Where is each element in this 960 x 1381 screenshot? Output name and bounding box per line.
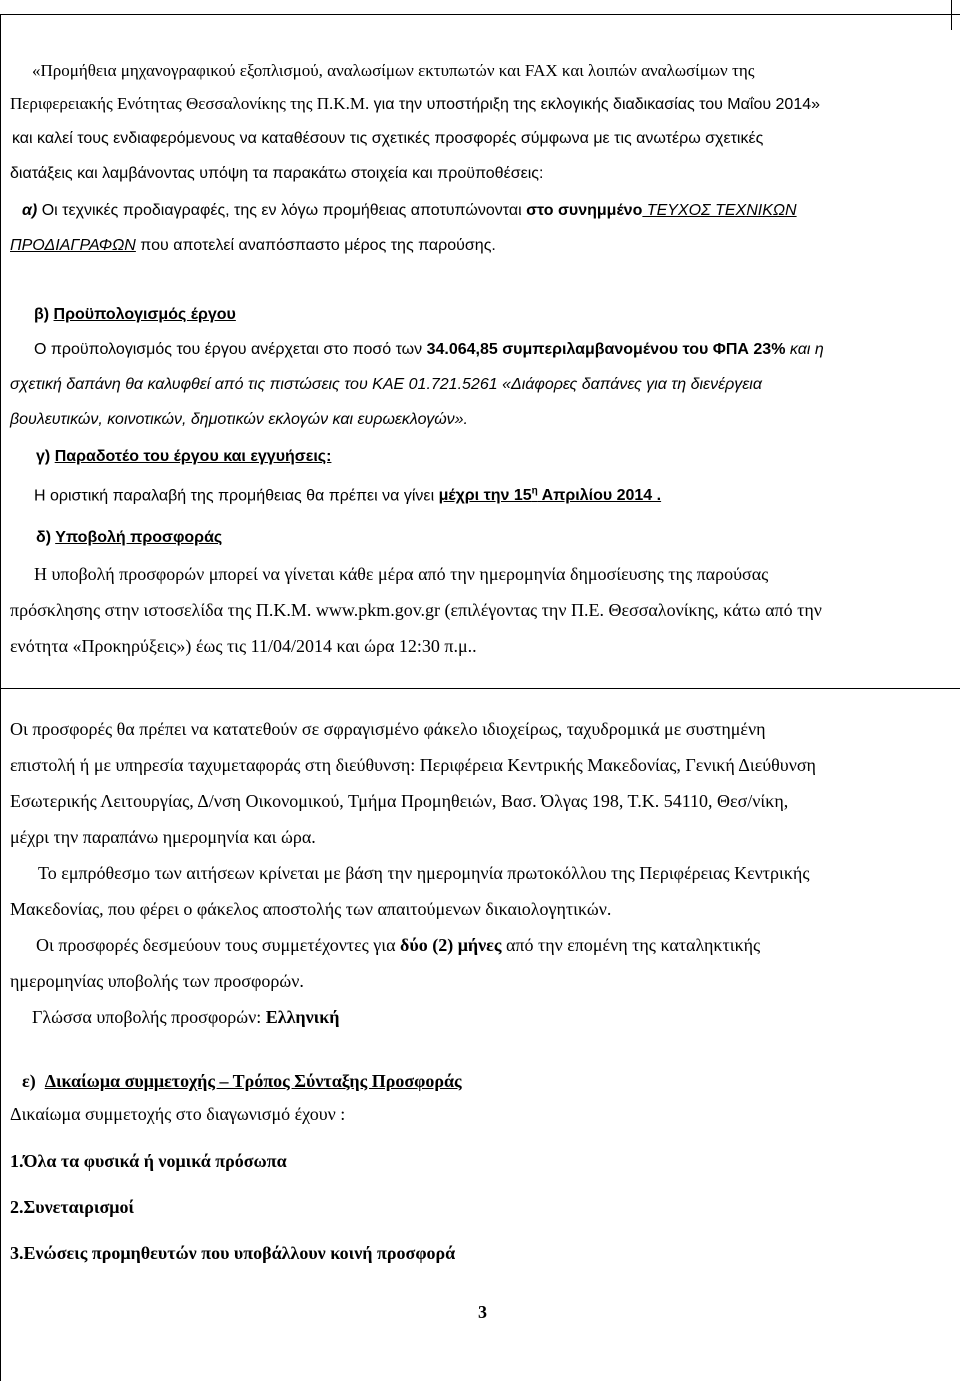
section-a-text-2: που αποτελεί αναπόσπαστο μέρος της παρούσης.	[135, 237, 496, 254]
section-b-label: β)	[34, 306, 50, 323]
section-c-label: γ)	[36, 448, 51, 465]
eligibility-item-1: 1.Όλα τα φυσικά ή νομικά πρόσωπα	[10, 1151, 287, 1171]
submission-line-2: επιστολή ή με υπηρεσία ταχυμεταφοράς στη διεύθυνση: Περιφέρεια Κεντρικής Μακεδονίας, Γενική Διεύθυνση	[10, 755, 816, 775]
submission-line-7c: από την επομένη της καταληκτικής	[501, 935, 761, 955]
page-border-right	[951, 0, 952, 30]
intro-line-2	[10, 94, 820, 115]
page-border-left	[0, 14, 1, 1381]
section-d-line-1: Η υποβολή προσφορών μπορεί να γίνεται κάθε μέρα από την ημερομηνία δημοσίευσης της παρούσας	[34, 564, 769, 584]
section-b-amount: 34.064,85 συμπεριλαμβανομένου του ΦΠΑ 23%	[426, 341, 786, 358]
section-c-deadline	[439, 487, 662, 504]
section-b-text-1: Ο προϋπολογισμός του έργου ανέρχεται στο ποσό των	[34, 341, 427, 358]
section-c-heading	[36, 447, 331, 467]
section-a-bold: στο συνημμένο	[526, 202, 643, 219]
section-a-label: α)	[22, 202, 38, 219]
section-b-line-1	[10, 340, 824, 360]
section-e-intro: Δικαίωμα συμμετοχής στο διαγωνισμό έχουν :	[10, 1104, 346, 1124]
page-number: 3	[478, 1302, 487, 1322]
section-a-attachment-link: ΤΕΥΧΟΣ ΤΕΧΝΙΚΩΝ	[642, 202, 797, 219]
section-e-title: Δικαίωμα συμμετοχής – Τρόπος Σύνταξης Προσφοράς	[44, 1071, 462, 1091]
section-d-title: Υποβολή προσφοράς	[55, 529, 223, 546]
section-a-attachment-link-2: ΠΡΟΔΙΑΓΡΑΦΩΝ	[10, 237, 136, 254]
section-c-deadline-sup: η	[531, 486, 538, 497]
language-line	[32, 1007, 339, 1027]
submission-line-7	[36, 935, 760, 955]
section-c-deadline-post: Απριλίου 2014 .	[537, 487, 662, 505]
divider	[0, 688, 960, 689]
section-d-line-2: πρόσκλησης στην ιστοσελίδα της Π.Κ.Μ. www.pkm.gov.gr (επιλέγοντας την Π.Ε. Θεσσαλονίκης, κάτω από την	[10, 600, 822, 620]
submission-duration: δύο (2) μήνες	[400, 935, 502, 955]
submission-line-4: μέχρι την παραπάνω ημερομηνία και ώρα.	[10, 827, 316, 847]
submission-line-5: Το εμπρόθεσμο των αιτήσεων κρίνεται με βάση την ημερομηνία πρωτοκόλλου της Περιφέρειας Κεντρικής	[38, 863, 810, 883]
submission-line-8: ημερομηνίας υποβολής των προσφορών.	[10, 971, 304, 991]
submission-line-3: Εσωτερικής Λειτουργίας, Δ/νση Οικονομικού, Τμήμα Προμηθειών, Βασ. Όλγας 198, Τ.Κ. 54110, Θεσ/νίκη,	[10, 791, 789, 811]
language-value: Ελληνική	[265, 1007, 340, 1027]
section-a-line-2	[10, 236, 496, 256]
section-d-label: δ)	[36, 529, 52, 546]
page-border-top	[0, 14, 960, 15]
section-c-text-1: Η οριστική παραλαβή της προμήθειας θα πρέπει να γίνει	[34, 487, 439, 505]
intro-line-2b: για την υποστήριξη της εκλογικής διαδικασίας του Μαΐου 2014»	[369, 96, 821, 113]
section-d-line-3: ενότητα «Προκηρύξεις») έως τις 11/04/2014 και ώρα 12:30 π.μ..	[10, 636, 477, 656]
section-c-deadline-pre: μέχρι την 15	[438, 487, 532, 505]
eligibility-item-2: 2.Συνεταιρισμοί	[10, 1197, 135, 1217]
language-label: Γλώσσα υποβολής προσφορών:	[32, 1007, 266, 1027]
section-b-heading	[34, 305, 236, 325]
section-b-title: Προϋπολογισμός έργου	[53, 306, 236, 323]
submission-line-1: Οι προσφορές θα πρέπει να κατατεθούν σε σφραγισμένο φάκελο ιδιοχείρως, ταχυδρομικά με συστημένη	[10, 719, 766, 739]
section-c-line-1	[34, 482, 661, 506]
submission-line-6: Μακεδονίας, που φέρει ο φάκελος αποστολής των απαιτούμενων δικαιολογητικών.	[10, 899, 612, 919]
section-b-italic: και η	[785, 341, 824, 358]
section-a-line-1	[22, 201, 797, 221]
section-b-line-3: βουλευτικών, κοινοτικών, δημοτικών εκλογών και ευρωεκλογών».	[10, 411, 468, 428]
section-e-label: ε)	[22, 1071, 36, 1091]
submission-line-7a: Οι προσφορές δεσμεύουν τους συμμετέχοντες για	[36, 935, 401, 955]
intro-line-4: διατάξεις και λαμβάνοντας υπόψη τα παρακάτω στοιχεία και προϋποθέσεις:	[10, 165, 544, 182]
intro-line-1: «Προμήθεια μηχανογραφικού εξοπλισμού, αναλωσίμων εκτυπωτών και FAX και λοιπών αναλωσίμων της	[32, 61, 755, 80]
section-a-text-1: Οι τεχνικές προδιαγραφές, της εν λόγω προμήθειας αποτυπώνονται	[37, 202, 527, 219]
intro-line-2a: Περιφερειακής Ενότητας Θεσσαλονίκης της Π.Κ.Μ.	[10, 94, 370, 113]
eligibility-item-3: 3.Ενώσεις προμηθευτών που υποβάλλουν κοινή προσφορά	[10, 1243, 456, 1263]
intro-line-3: και καλεί τους ενδιαφερόμενους να καταθέσουν τις σχετικές προσφορές σύμφωνα με τις ανωτέρω σχετικές	[12, 130, 764, 147]
section-c-title: Παραδοτέο του έργου και εγγυήσεις:	[54, 448, 332, 465]
section-d-heading	[36, 528, 222, 548]
section-b-line-2: σχετική δαπάνη θα καλυφθεί από τις πιστώσεις του ΚΑΕ 01.721.5261 «Διάφορες δαπάνες για τη διενέργεια	[10, 376, 762, 393]
section-e-heading	[22, 1071, 462, 1091]
